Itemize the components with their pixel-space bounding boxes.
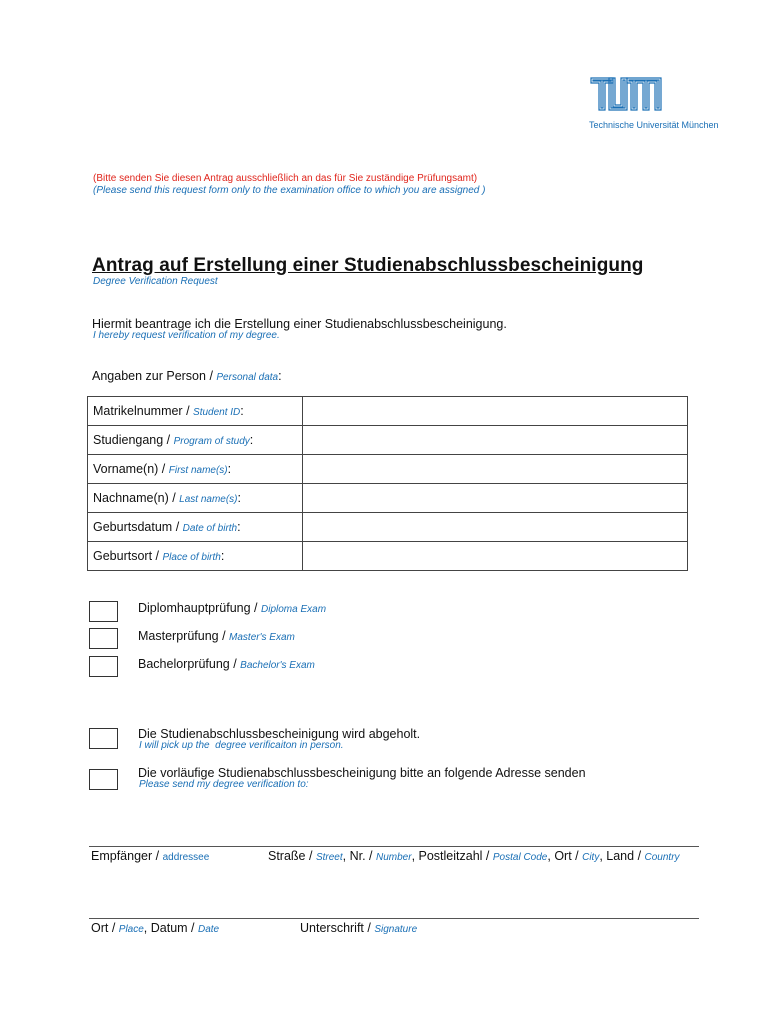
tum-logo-icon — [590, 77, 662, 111]
field-input-birth-date[interactable] — [303, 513, 688, 542]
address-details-label: Straße / Street, Nr. / Number, Postleitzahl / Postal Code, Ort / City, Land / Country — [268, 849, 680, 863]
field-input-student-id[interactable] — [303, 397, 688, 426]
table-row — [88, 455, 688, 484]
field-label-birth-place: Geburtsort / Place of birth: — [88, 542, 303, 571]
checkbox-pickup[interactable] — [89, 728, 118, 749]
option-send-en: Please send my degree verification to: — [139, 779, 309, 790]
request-text-de: Hiermit beantrage ich die Erstellung einer Studienabschlussbescheinigung. — [92, 317, 507, 331]
address-line[interactable] — [89, 846, 699, 847]
table-row — [88, 542, 688, 571]
option-bachelors-exam: Bachelorprüfung / Bachelor's Exam — [138, 657, 315, 671]
personal-data-table — [87, 396, 688, 571]
table-row — [88, 484, 688, 513]
field-input-program[interactable] — [303, 426, 688, 455]
field-label-last-names: Nachname(n) / Last name(s): — [88, 484, 303, 513]
field-label-birth-date: Geburtsdatum / Date of birth: — [88, 513, 303, 542]
checkbox-diploma-exam[interactable] — [89, 601, 118, 622]
address-recipient-label: Empfänger / addressee — [91, 849, 210, 863]
field-label-first-names: Vorname(n) / First name(s): — [88, 455, 303, 484]
checkbox-send-address[interactable] — [89, 769, 118, 790]
option-send-de: Die vorläufige Studienabschlussbescheinigung bitte an folgende Adresse senden — [138, 766, 586, 780]
option-pickup-en: I will pick up the degree verificaiton in person. — [139, 740, 344, 751]
request-text-en: I hereby request verification of my degree. — [93, 330, 280, 341]
page-title: Antrag auf Erstellung einer Studienabschlussbescheinigung — [92, 255, 644, 276]
table-row — [88, 513, 688, 542]
option-masters-exam: Masterprüfung / Master's Exam — [138, 629, 295, 643]
table-row — [88, 426, 688, 455]
field-input-last-names[interactable] — [303, 484, 688, 513]
table-row — [88, 397, 688, 426]
place-date-label: Ort / Place, Datum / Date — [91, 921, 220, 935]
signature-line[interactable] — [89, 918, 699, 919]
university-name: Technische Universität München — [589, 120, 719, 130]
tum-logo — [590, 77, 662, 111]
personal-data-heading: Angaben zur Person / Personal data: — [92, 369, 282, 383]
option-pickup-de: Die Studienabschlussbescheinigung wird abgeholt. — [138, 727, 421, 741]
field-input-first-names[interactable] — [303, 455, 688, 484]
signature-label: Unterschrift / Signature — [300, 921, 418, 935]
checkbox-masters-exam[interactable] — [89, 628, 118, 649]
field-label-program: Studiengang / Program of study: — [88, 426, 303, 455]
field-input-birth-place[interactable] — [303, 542, 688, 571]
notice-en: (Please send this request form only to the examination office to which you are assigned ) — [93, 185, 486, 196]
notice-de: (Bitte senden Sie diesen Antrag ausschließlich an das für Sie zuständige Prüfungsamt) — [93, 173, 478, 184]
page-subtitle: Degree Verification Request — [93, 276, 218, 287]
option-diploma-exam: Diplomhauptprüfung / Diploma Exam — [138, 601, 327, 615]
field-label-student-id: Matrikelnummer / Student ID: — [88, 397, 303, 426]
checkbox-bachelors-exam[interactable] — [89, 656, 118, 677]
